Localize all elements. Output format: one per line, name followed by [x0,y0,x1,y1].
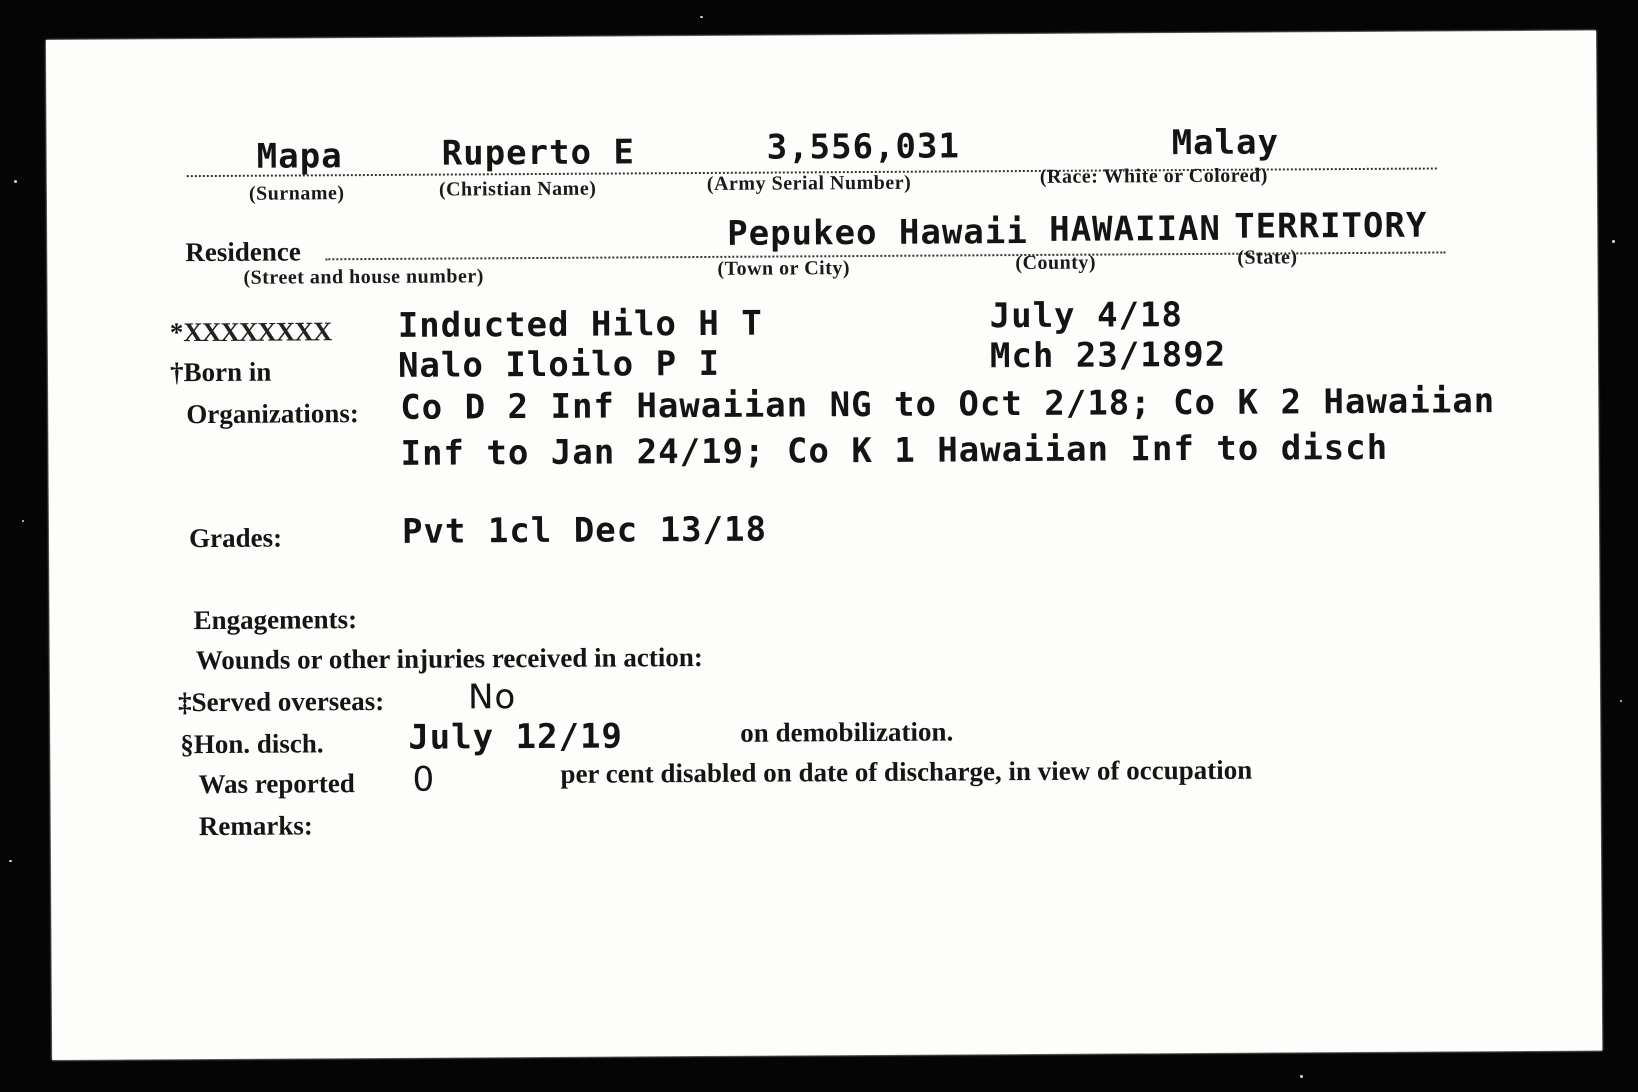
disability-suffix: per cent disabled on date of discharge, in view of occupation [560,754,1253,789]
residence-label: Residence [185,236,301,268]
film-speck [1300,1075,1303,1078]
grades-label: Grades: [188,522,283,554]
christian-name-caption: (Christian Name) [438,177,597,201]
serial-number-caption: (Army Serial Number) [706,171,912,195]
county-caption: (County) [1015,251,1097,275]
county-value: HAWAIIAN [1049,208,1222,250]
serial-number-value: 3,556,031 [766,126,961,168]
state-caption: (State) [1237,246,1298,269]
enlisted-value: Inducted Hilo H T [397,303,763,346]
race-caption: (Race: White or Colored) [1039,164,1268,188]
born-date: Mch 23/1892 [989,334,1227,377]
surname-value: Mapa [256,136,343,177]
remarks-label: Remarks: [198,810,313,842]
disability-label: Was reported [198,768,355,800]
film-speck [1612,240,1615,243]
town-value: Pepukeo Hawaii [727,212,1028,254]
film-speck [22,520,24,522]
race-value: Malay [1171,122,1280,164]
organizations-label: Organizations: [186,398,359,430]
organizations-line-2: Inf to Jan 24/19; Co K 1 Hawaiian Inf to disch [400,427,1389,474]
film-speck [1620,700,1622,702]
disability-value: 0 [412,759,436,800]
wounds-label: Wounds or other injuries received in action: [195,641,703,676]
film-speck [700,16,703,18]
street-caption: (Street and house number) [243,265,484,289]
overseas-label: ‡Served overseas: [177,685,385,718]
enlisted-struck-label: XXXXXXXX [183,316,332,348]
christian-name-value: Ruperto E [441,132,636,174]
grades-value: Pvt 1cl Dec 13/18 [401,509,768,552]
enlisted-label [170,316,332,348]
discharge-label: §Hon. disch. [180,728,324,760]
engagements-label: Engagements: [193,604,358,636]
enlisted-date: July 4/18 [989,295,1184,337]
surname-caption: (Surname) [248,182,345,205]
film-speck [9,860,12,862]
born-place: Nalo Iloilo P I [397,343,721,386]
service-record-card [46,31,1602,1060]
film-speck [14,180,17,183]
state-value: TERRITORY [1234,205,1428,247]
overseas-value: No [467,677,517,718]
discharge-suffix: on demobilization. [740,716,954,748]
organizations-line-1: Co D 2 Inf Hawaiian NG to Oct 2/18; Co K 2 Hawaiian [400,381,1496,428]
discharge-date: July 12/19 [408,716,624,758]
born-label: †Born in [169,356,272,388]
enlisted-marker: * [169,317,184,348]
town-caption: (Town or City) [717,257,851,280]
